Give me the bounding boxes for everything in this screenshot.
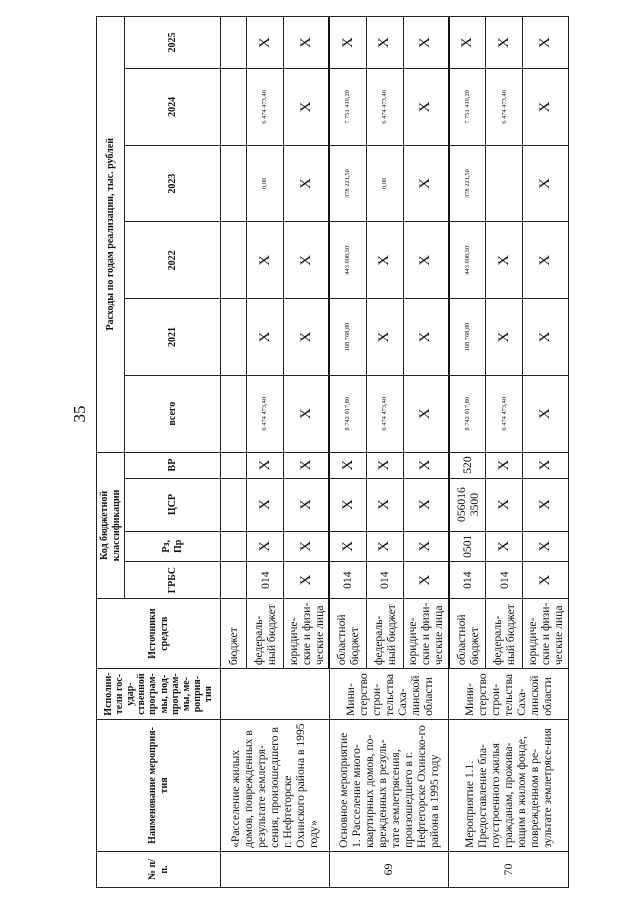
rzpr-cell: X xyxy=(523,531,569,561)
year-2021-cell: X xyxy=(523,299,569,376)
year-2025-cell: X xyxy=(523,17,569,69)
rzpr-cell xyxy=(221,531,247,561)
rzpr-cell: X xyxy=(366,531,403,561)
header-budget-code: Код бюджетной классификации xyxy=(97,452,125,599)
csr-cell: X xyxy=(523,478,569,531)
year-2022-cell: X xyxy=(523,222,569,299)
total-cell: 6 474 473,40 xyxy=(247,375,284,452)
year-2023-cell: X xyxy=(403,145,449,222)
source-cell: федераль-ный бюджет xyxy=(366,599,403,669)
table-row xyxy=(449,17,486,888)
year-2022-cell: X xyxy=(403,222,449,299)
year-2024-cell: 6 474 473,40 xyxy=(366,69,403,146)
total-cell: X xyxy=(523,375,569,452)
source-cell: бюджет xyxy=(221,599,247,669)
measure-name-cell: Основное мероприятие 1. Расселение много-квартирных домов, по-врежденных в резуль-тате землетрясения, произошедшего в г. Нефтегорске Охинско-го района в 1995 году xyxy=(329,719,449,851)
executor-cell: Мини-стерство строи-тельства Саха-линской области xyxy=(449,669,569,720)
executor-cell xyxy=(221,669,330,720)
year-2021-cell: X xyxy=(486,299,523,376)
year-2022-cell xyxy=(221,222,247,299)
header-no: № п/п. xyxy=(97,851,221,887)
total-cell: 8 742 017,80 xyxy=(329,375,366,452)
header-2025: 2025 xyxy=(125,17,221,69)
executor-cell: Мини-стерство строи-тельства Саха-линской области xyxy=(329,669,449,720)
vr-cell: X xyxy=(329,452,366,478)
total-cell: X xyxy=(284,375,330,452)
year-2024-cell xyxy=(221,69,247,146)
year-2024-cell: X xyxy=(284,69,330,146)
year-2025-cell: X xyxy=(366,17,403,69)
header-vr: ВР xyxy=(125,452,221,478)
year-2024-cell: X xyxy=(523,69,569,146)
table-row xyxy=(329,17,366,888)
rzpr-cell: X xyxy=(247,531,284,561)
grbs-cell: X xyxy=(284,562,330,599)
grbs-cell xyxy=(221,562,247,599)
grbs-cell: 014 xyxy=(329,562,366,599)
year-2024-cell: 6 474 473,40 xyxy=(247,69,284,146)
grbs-cell: X xyxy=(523,562,569,599)
header-grbs: ГРБС xyxy=(125,562,221,599)
total-cell: 6 474 473,40 xyxy=(486,375,523,452)
year-2023-cell: X xyxy=(523,145,569,222)
year-2025-cell: X xyxy=(247,17,284,69)
source-cell: областной бюджет xyxy=(449,599,486,669)
header-row-top xyxy=(97,17,125,888)
year-2021-cell: 168 768,80 xyxy=(449,299,486,376)
year-2021-cell: X xyxy=(247,299,284,376)
year-2021-cell: X xyxy=(366,299,403,376)
year-2022-cell: X xyxy=(284,222,330,299)
vr-cell: X xyxy=(284,452,330,478)
csr-cell: X xyxy=(247,478,284,531)
row-number-cell: 70 xyxy=(449,851,569,887)
table-row xyxy=(221,17,247,888)
vr-cell: X xyxy=(403,452,449,478)
year-2022-cell: X xyxy=(486,222,523,299)
csr-cell: X xyxy=(366,478,403,531)
year-2022-cell: 443 608,30 xyxy=(329,222,366,299)
total-cell xyxy=(221,375,247,452)
grbs-cell: 014 xyxy=(366,562,403,599)
year-2023-cell: 0,00 xyxy=(247,145,284,222)
header-expenses: Расходы по годам реализации, тыс. рублей xyxy=(97,17,125,453)
year-2023-cell xyxy=(486,145,523,222)
year-2023-cell: 378 221,50 xyxy=(329,145,366,222)
year-2024-cell: X xyxy=(403,69,449,146)
csr-cell: X xyxy=(284,478,330,531)
header-total: всего xyxy=(125,375,221,452)
measure-name-cell: Мероприятие 1.1. Предоставление бла-гоустроенного жилья гражданам, прожива-ющим в жилом фонде, поврежденном в ре-зультате землетрясе-ния xyxy=(449,719,569,851)
total-cell: X xyxy=(403,375,449,452)
rzpr-cell: X xyxy=(329,531,366,561)
year-2024-cell: 6 474 473,40 xyxy=(486,69,523,146)
header-csr: ЦСР xyxy=(125,478,221,531)
vr-cell: 520 xyxy=(449,452,486,478)
rzpr-cell: 0501 xyxy=(449,531,486,561)
year-2021-cell: 168 768,80 xyxy=(329,299,366,376)
grbs-cell: 014 xyxy=(449,562,486,599)
year-2021-cell xyxy=(221,299,247,376)
source-cell: областной бюджет xyxy=(329,599,366,669)
header-executor: Исполни-тели гос-удар-ственной програм-мы, под-програм-мы, ме-роприя-тия xyxy=(97,669,221,720)
grbs-cell: 014 xyxy=(486,562,523,599)
vr-cell: X xyxy=(523,452,569,478)
grbs-cell: X xyxy=(403,562,449,599)
year-2022-cell: X xyxy=(247,222,284,299)
header-sources: Источники средств xyxy=(97,599,221,669)
year-2021-cell: X xyxy=(403,299,449,376)
budget-table xyxy=(96,16,569,888)
source-cell: юридиче-ские и физи-ческие лица xyxy=(403,599,449,669)
year-2023-cell: X xyxy=(284,145,330,222)
header-name: Наименование мероприя-тия xyxy=(97,719,221,851)
measure-name-cell: «Расселение жилых домов, поврежденных в результате землетря-сения, произошедшего в г. Нефтегорске Охинского района в 1995 году» xyxy=(221,719,330,851)
year-2022-cell: 443 608,30 xyxy=(449,222,486,299)
rotated-table-container xyxy=(96,16,569,888)
year-2024-cell: 7 751 419,20 xyxy=(329,69,366,146)
year-2023-cell xyxy=(221,145,247,222)
csr-cell: X xyxy=(486,478,523,531)
year-2024-cell: 7 751 419,20 xyxy=(449,69,486,146)
csr-cell xyxy=(221,478,247,531)
source-cell: федераль-ный бюджет xyxy=(486,599,523,669)
row-number-cell xyxy=(221,851,330,887)
page-number: 35 xyxy=(70,405,89,423)
year-2025-cell: X xyxy=(329,17,366,69)
total-cell: 6 474 473,40 xyxy=(366,375,403,452)
header-2022: 2022 xyxy=(125,222,221,299)
year-2021-cell: X xyxy=(284,299,330,376)
source-cell: юридиче-ские и физи-ческие лица xyxy=(523,599,569,669)
year-2023-cell: 378 221,50 xyxy=(449,145,486,222)
csr-cell: X xyxy=(329,478,366,531)
vr-cell: X xyxy=(486,452,523,478)
year-2023-cell: 0,00 xyxy=(366,145,403,222)
vr-cell: X xyxy=(366,452,403,478)
header-2023: 2023 xyxy=(125,145,221,222)
year-2025-cell: X xyxy=(486,17,523,69)
rzpr-cell: X xyxy=(486,531,523,561)
year-2025-cell: X xyxy=(449,17,486,69)
year-2025-cell: X xyxy=(284,17,330,69)
source-cell: федераль-ный бюджет xyxy=(247,599,284,669)
csr-cell: 056016 3500 xyxy=(449,478,486,531)
vr-cell xyxy=(221,452,247,478)
source-cell: юридиче-ские и физи-ческие лица xyxy=(284,599,330,669)
rzpr-cell: X xyxy=(403,531,449,561)
vr-cell: X xyxy=(247,452,284,478)
row-number-cell: 69 xyxy=(329,851,449,887)
year-2022-cell: X xyxy=(366,222,403,299)
grbs-cell: 014 xyxy=(247,562,284,599)
year-2025-cell: X xyxy=(403,17,449,69)
table-body xyxy=(221,17,569,888)
csr-cell: X xyxy=(403,478,449,531)
total-cell: 8 742 017,80 xyxy=(449,375,486,452)
rzpr-cell: X xyxy=(284,531,330,561)
year-2025-cell xyxy=(221,17,247,69)
header-2024: 2024 xyxy=(125,69,221,146)
header-2021: 2021 xyxy=(125,299,221,376)
header-rzpr: Рз, Пр xyxy=(125,531,221,561)
